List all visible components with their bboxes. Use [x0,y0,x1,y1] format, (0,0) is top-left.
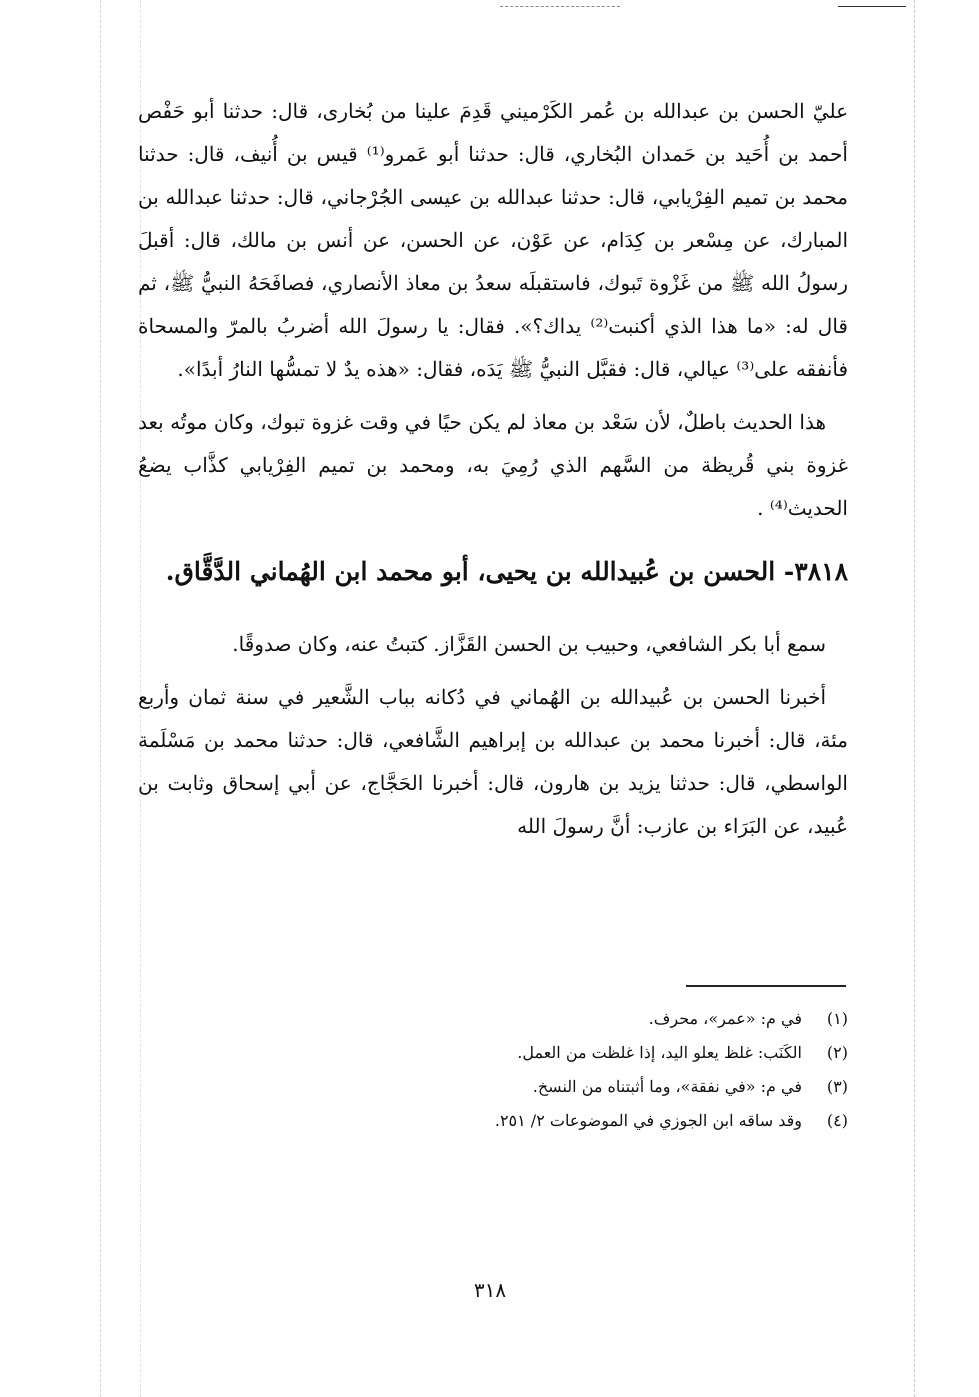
footnote [138,1070,848,1104]
top-dashes [500,6,620,7]
footnote-text: في م: «عمر»، محرف. [648,1009,802,1028]
footnote [138,1104,848,1138]
footnote-text: وقد ساقه ابن الجوزي في الموضوعات ٢/ ٢٥١. [494,1111,802,1130]
margin-guide [914,0,915,1397]
footnotes [138,1002,848,1138]
biography-paragraph: سمع أبا بكر الشافعي، وحبيب بن الحسن القَزَّاز. كتبتُ عنه، وكان صدوقًا. [232,632,826,656]
footnote-text: الكَنَب: غلظ يعلو اليد، إذا غلظت من العمل. [517,1043,802,1062]
footnote-separator [686,985,846,987]
footnote-number: (٤) [826,1111,848,1130]
hadith-paragraph: عليّ الحسن بن عبدالله بن عُمر الكَرْميني قَدِمَ علينا من بُخارى، قال: حدثنا أبو حَفْص أحمد بن أُحَيد بن حَمدان البُخاري، قال: حدثنا أبو عَمرو⁽¹⁾ قيس بن أُنيف، قال: حدثنا محمد بن تميم الفِرْيابي، قال: حدثنا عبدالله بن عيسى الجُرْجاني، قال: حدثنا عبدالله بن المبارك، عن مِسْعر بن كِدَام، عن عَوْن، عن الحسن، عن أنس بن مالك، قال: أقبلَ رسولُ الله ﷺ من غَزْوة تَبوك، فاستقبلَه سعدُ بن معاذ الأنصاري، فصافَحَهُ النبيُّ ﷺ، ثم قال له: «ما هذا الذي أكنبت⁽²⁾ يداك؟». فقال: يا رسولَ الله أضربُ بالمرّ والمسحاة فأنفقه على⁽³⁾ عيالي، قال: فقبَّل النبيُّ ﷺ يَدَه، فقال: «هذه يدٌ لا تمسُّها النارُ أبدًا». [138,99,848,381]
footnote-number: (٣) [826,1077,848,1096]
footnote [138,1002,848,1036]
footnote-number: (١) [826,1009,848,1028]
main-text [138,90,848,848]
entry-heading: ٣٨١٨- الحسن بن عُبيدالله بن يحيى، أبو محمد ابن الهُماني الدَّقَّاق. [165,557,848,586]
footnote-text: في م: «في نفقة»، وما أثبتناه من النسخ. [532,1077,802,1096]
footnote [138,1036,848,1070]
footnote-number: (٢) [826,1043,848,1062]
commentary-paragraph: هذا الحديث باطلٌ، لأن سَعْد بن معاذ لم يكن حيًا في وقت غزوة تبوك، وكان موتُه بعد غزوة بني قُريظة من السَّهم الذي رُمِيَ به، ومحمد بن تميم الفِرْيابي كذَّاب يضعُ الحديث⁽⁴⁾ . [138,410,848,520]
margin-guide [100,0,101,1397]
top-rule [838,6,906,7]
page-number: ٣١٨ [473,1278,507,1302]
narration-paragraph: أخبرنا الحسن بن عُبيدالله بن الهُماني في دُكانه بباب الشَّعير في سنة ثمان وأربع مئة، قال: أخبرنا محمد بن عبدالله بن إبراهيم الشَّافعي، قال: حدثنا محمد بن مَسْلَمة الواسطي، قال: حدثنا يزيد بن هارون، قال: أخبرنا الحَجَّاج، عن أبي إسحاق وثابت بن عُبيد، عن البَرَاء بن عازب: أنَّ رسولَ الله [138,685,848,838]
